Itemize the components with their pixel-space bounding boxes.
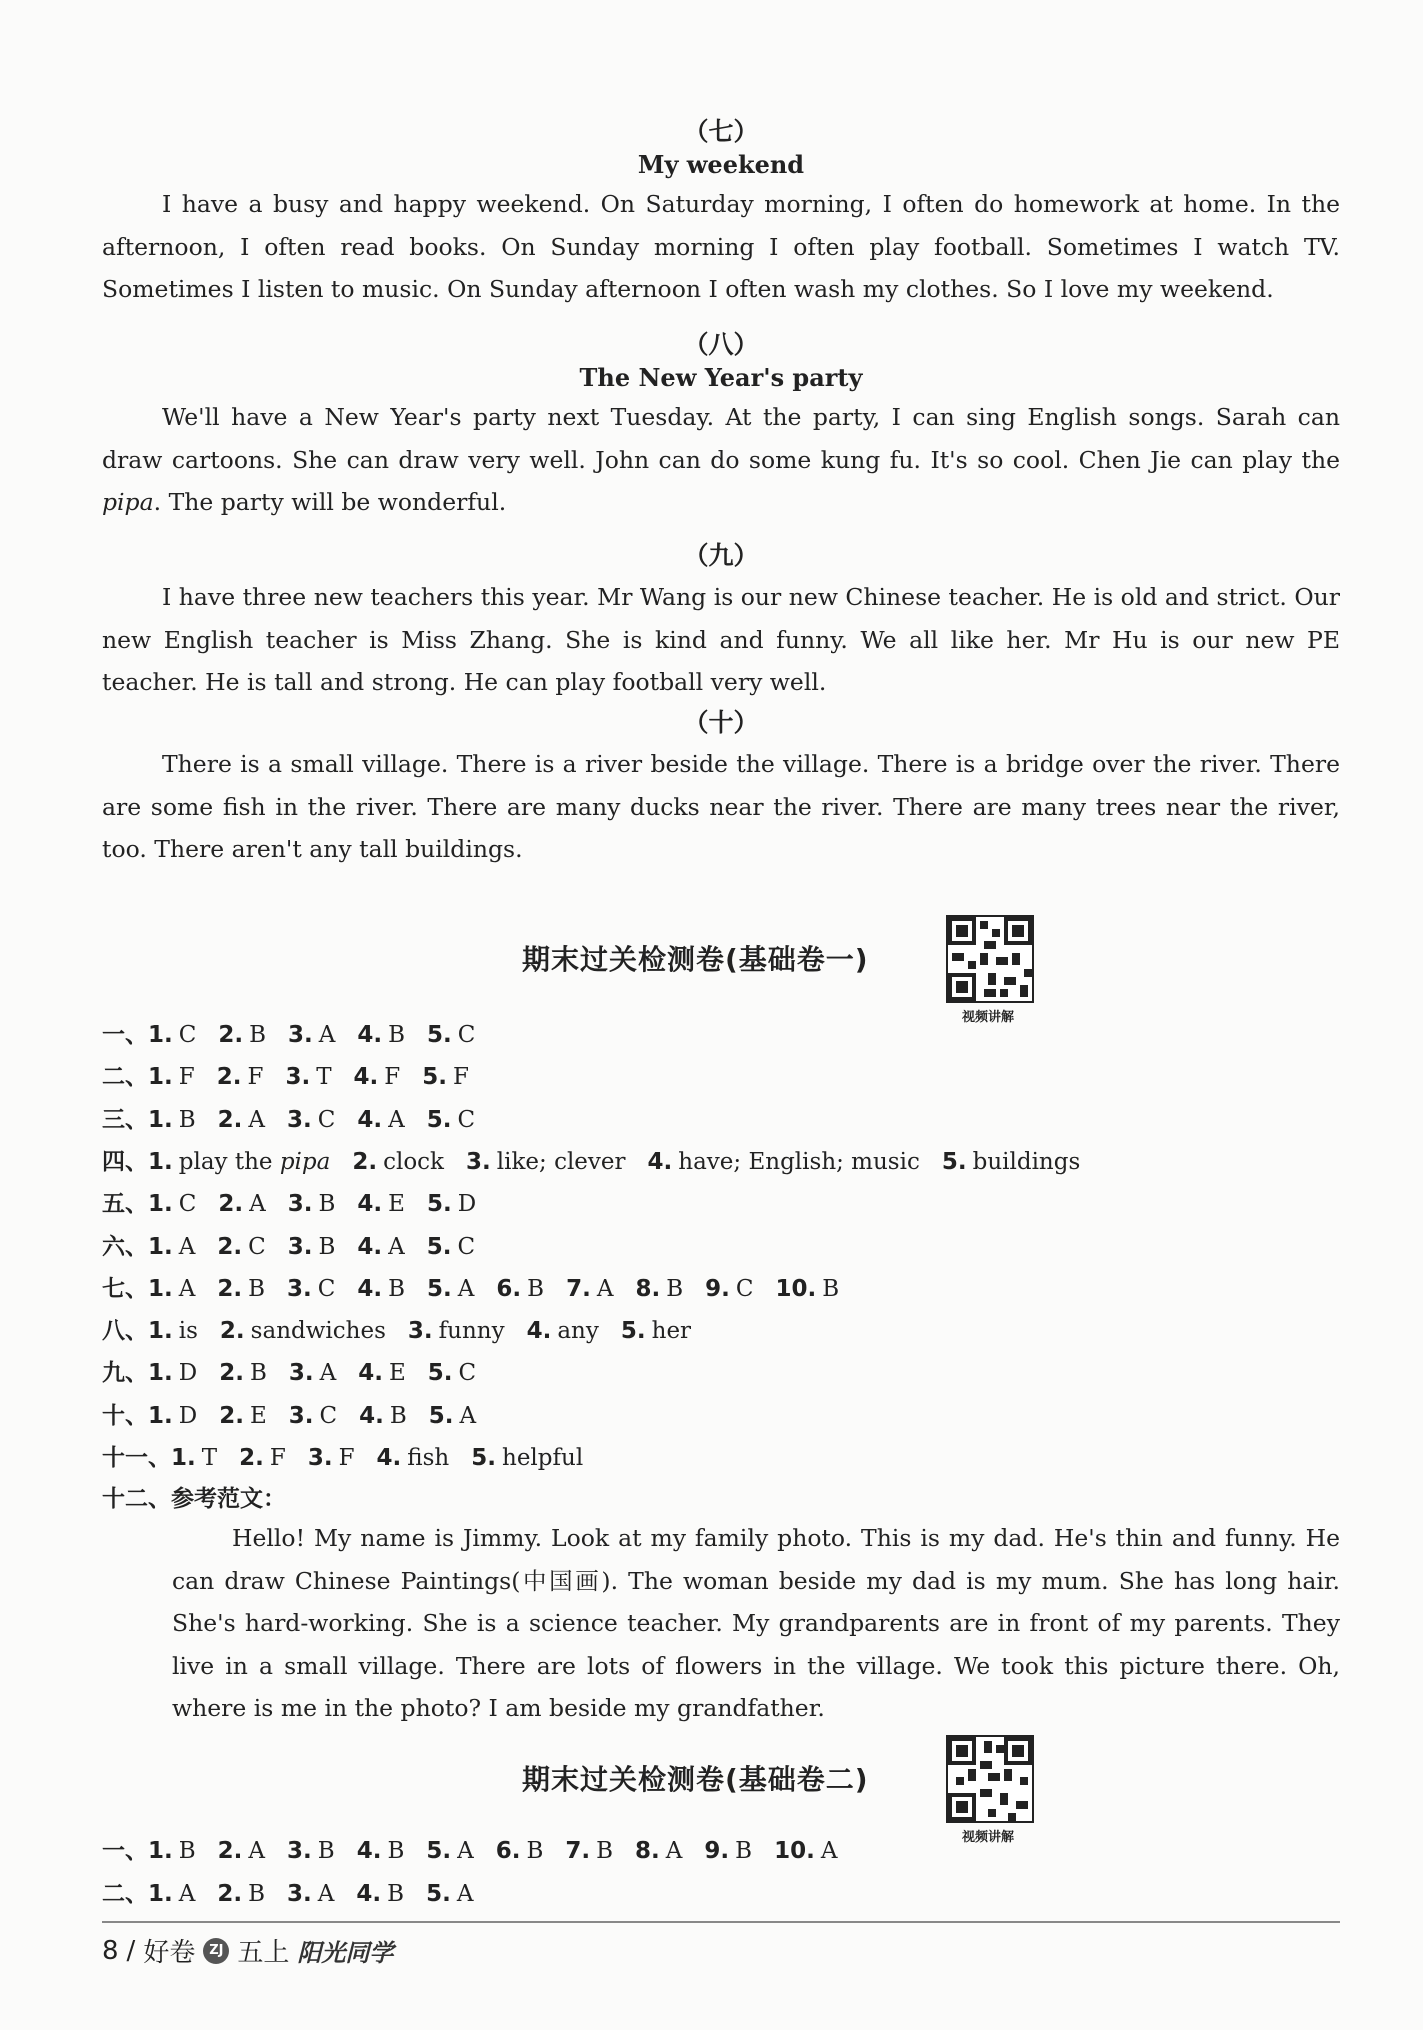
question-number: 5. [426, 1233, 452, 1260]
answer-value: A [248, 1838, 266, 1864]
answer-value: T [316, 1064, 332, 1091]
passage-title: The New Year's party [579, 363, 863, 392]
section-label: 九、 [102, 1360, 148, 1387]
question-number: 8. [635, 1275, 661, 1302]
answer-value: sandwiches [250, 1318, 386, 1345]
page-number: 8 [102, 1935, 119, 1966]
question-number: 2. [217, 1880, 243, 1907]
question-number: 3. [287, 1106, 312, 1133]
question-number: 3. [307, 1445, 333, 1471]
answer-row [102, 1016, 475, 1049]
answer-value: A [388, 1106, 405, 1133]
answer-value: B [248, 1275, 266, 1302]
question-number: 5. [427, 1022, 452, 1048]
question-number: 2. [218, 1022, 244, 1048]
answer-value: A [820, 1838, 838, 1864]
answer-value: B [388, 1275, 406, 1302]
question-number: 2. [217, 1233, 243, 1260]
answer-value: is [178, 1318, 198, 1345]
question-number: 1. [148, 1318, 173, 1345]
answer-value: C [178, 1022, 197, 1048]
answer-value: A [596, 1275, 614, 1302]
question-number: 5. [427, 1360, 453, 1387]
answer-value: B [318, 1233, 336, 1260]
question-number: 4. [357, 1022, 383, 1048]
passage-heading: （八） [683, 330, 759, 359]
question-number: 1. [148, 1191, 173, 1218]
answer-value: E [388, 1191, 405, 1218]
question-number: 1. [148, 1233, 173, 1260]
answer-row [102, 1312, 691, 1345]
question-number: 9. [704, 1838, 730, 1864]
answer-value: like; clever [496, 1148, 626, 1175]
sample-essay: Hello! My name is Jimmy. Look at my family photo. This is my dad. He's thin and funny. He can draw Chinese Paintings(中国画). The woman beside my dad is my mum. She has long hair. She's hard-working. She is a science teacher. My grandparents are in front of my parents. They live in a small village. There are lots of flowers in the village. We took this picture there. Oh, where is me in the photo? I am beside my grandfather. [172, 1524, 1340, 1722]
test1-title: 期末过关检测卷(基础卷一) [522, 943, 869, 976]
question-number: 3. [288, 1360, 314, 1387]
answer-value: B [527, 1275, 545, 1302]
question-number: 4. [357, 1275, 383, 1302]
answer-value: A [457, 1275, 475, 1302]
question-number: 5. [941, 1148, 967, 1175]
edition-badge: ZJ [203, 1938, 229, 1964]
answer-value: B [388, 1022, 406, 1048]
passage-text: I have a busy and happy weekend. On Saturday morning, I often do homework at home. In the afternoon, I often read books. On Sunday morning I often play football. Sometimes I watch TV. Sometimes I listen to music. On Sunday afternoon I often wash my clothes. So I love my weekend. [102, 190, 1340, 303]
question-number: 5. [426, 1838, 452, 1864]
answer-value: B [389, 1402, 407, 1429]
question-number: 1. [148, 1402, 173, 1429]
answer-value: B [387, 1838, 405, 1864]
question-number: 4. [357, 1106, 383, 1133]
answer-value: T [201, 1445, 218, 1471]
answer-value: F [269, 1445, 286, 1471]
answer-row [102, 1101, 475, 1134]
answer-value: A [178, 1275, 196, 1302]
answer-value: B [249, 1360, 267, 1387]
answer-value: her [651, 1318, 692, 1345]
passage-heading: （十） [683, 708, 759, 737]
qr-pattern [948, 1737, 1032, 1821]
answer-row [102, 1397, 476, 1430]
question-number: 4. [526, 1318, 552, 1345]
answer-value: A [456, 1880, 474, 1907]
question-number: 2. [219, 1318, 245, 1345]
question-number: 1. [148, 1022, 173, 1048]
answer-value: B [526, 1838, 544, 1864]
question-number: 5. [471, 1445, 496, 1471]
question-number: 1. [148, 1148, 173, 1175]
question-number: 5. [427, 1275, 452, 1302]
section-label: 三、 [102, 1106, 148, 1133]
answer-value: A [459, 1402, 477, 1429]
answer-value: A [248, 1106, 266, 1133]
qr-code-icon[interactable] [946, 915, 1034, 1003]
question-number: 4. [357, 1191, 383, 1218]
passage-title: My weekend [637, 150, 805, 179]
answer-value: B [178, 1106, 196, 1133]
answer-value: C [317, 1275, 336, 1302]
qr-pattern [948, 917, 1032, 1001]
question-number: 2. [217, 1275, 243, 1302]
answer-value: B [596, 1838, 614, 1864]
answer-value: D [457, 1191, 477, 1218]
question-number: 5. [426, 1191, 452, 1218]
answer-value: A [319, 1360, 337, 1387]
question-number: 5. [426, 1880, 451, 1907]
answer-value: B [317, 1838, 335, 1864]
question-number: 4. [356, 1838, 382, 1864]
passage-text: I have three new teachers this year. Mr Wang is our new Chinese teacher. He is old and strict. Our new English teacher is Miss Zhang. She is kind and funny. We all like her. Mr Hu is our new PE teacher. He is tall and strong. He can play football very well. [102, 583, 1340, 696]
answer-value: D [178, 1360, 198, 1387]
question-number: 3. [287, 1838, 312, 1864]
answer-row [102, 1228, 475, 1261]
answer-value: C [457, 1233, 476, 1260]
answer-value: F [247, 1064, 264, 1091]
answer-row [102, 1143, 1080, 1176]
section-label: 四、 [102, 1148, 148, 1175]
question-number: 4. [353, 1064, 379, 1091]
question-number: 3. [287, 1880, 312, 1907]
question-number: 5. [422, 1064, 447, 1091]
answer-value: A [457, 1838, 474, 1864]
question-number: 2. [218, 1191, 244, 1218]
question-number: 4. [647, 1148, 673, 1175]
answer-value: A [665, 1838, 683, 1864]
section-label: 十一、 [102, 1445, 171, 1471]
question-number: 6. [495, 1838, 521, 1864]
question-number: 3. [287, 1191, 313, 1218]
section-label: 十、 [102, 1402, 148, 1429]
passage-text: We'll have a New Year's party next Tuesday. At the party, I can sing English songs. Sarah can draw cartoons. She can draw very well. John can do some kung fu. It's so cool. Chen Jie can play the pipa. The party will be wonderful. [102, 403, 1340, 516]
section-label: 七、 [102, 1275, 148, 1302]
question-number: 3. [288, 1022, 313, 1048]
answer-value: fish [407, 1445, 450, 1471]
passage-7 [102, 112, 1340, 311]
question-number: 4. [357, 1233, 383, 1260]
section-label: 二、 [102, 1880, 148, 1907]
question-number: 10. [775, 1275, 817, 1302]
answer-row [102, 1185, 476, 1218]
answer-value: F [178, 1064, 195, 1091]
question-number: 5. [428, 1402, 454, 1429]
question-number: 3. [407, 1318, 433, 1345]
answer-row [102, 1354, 476, 1387]
answer-row [102, 1875, 473, 1908]
answer-value: D [178, 1402, 198, 1429]
question-number: 3. [466, 1148, 491, 1175]
question-number: 2. [352, 1148, 378, 1175]
question-number: 3. [285, 1064, 311, 1091]
question-number: 7. [566, 1275, 591, 1302]
grade-label: 五上 [237, 1938, 290, 1968]
passage-10 [102, 703, 1340, 871]
book-name: 好卷 [143, 1938, 196, 1968]
essay-label [102, 1480, 286, 1513]
answer-value: A [249, 1191, 266, 1218]
question-number: 6. [496, 1275, 522, 1302]
question-number: 5. [620, 1318, 646, 1345]
answer-value: B [318, 1191, 336, 1218]
answer-value: E [249, 1402, 267, 1429]
question-number: 1. [148, 1360, 173, 1387]
passage-heading: （七） [683, 117, 759, 146]
answer-value: A [178, 1233, 196, 1260]
answer-row [102, 1058, 469, 1091]
passage-text: There is a small village. There is a river beside the village. There is a bridge over the river. There are some fish in the river. There are many ducks near the river. There are many trees near the river, too. There aren't any tall buildings. [102, 750, 1340, 863]
answer-value: C [317, 1106, 336, 1133]
answer-value: C [735, 1275, 754, 1302]
answer-value: B [248, 1880, 266, 1907]
question-number: 8. [635, 1838, 660, 1864]
answer-value: clock [383, 1148, 444, 1175]
answer-value: have; English; music [678, 1148, 920, 1175]
answer-value: B [822, 1275, 840, 1302]
answer-row [102, 1439, 583, 1472]
footer-separator: / [126, 1935, 136, 1966]
question-number: 3. [287, 1275, 312, 1302]
answer-value: E [388, 1360, 406, 1387]
footer-divider [102, 1921, 1340, 1923]
section-label: 一、 [102, 1838, 148, 1864]
answer-value: any [557, 1318, 599, 1345]
qr-label: 视频讲解 [961, 1010, 1014, 1025]
question-number: 2. [216, 1064, 242, 1091]
answer-value: B [387, 1880, 405, 1907]
question-number: 9. [705, 1275, 730, 1302]
answer-value: F [453, 1064, 469, 1091]
section-label: 二、 [102, 1064, 148, 1091]
question-number: 1. [148, 1275, 173, 1302]
question-number: 4. [359, 1402, 384, 1429]
section-label: 十二、参考范文： [102, 1486, 286, 1512]
answer-value: B [735, 1838, 753, 1864]
qr-code-icon[interactable] [946, 1735, 1034, 1823]
question-number: 3. [288, 1402, 314, 1429]
passage-8 [102, 325, 1340, 524]
passage-heading: （九） [683, 541, 759, 570]
question-number: 2. [217, 1106, 243, 1133]
question-number: 2. [219, 1360, 244, 1387]
question-number: 2. [219, 1402, 244, 1429]
question-number: 3. [287, 1233, 313, 1260]
question-number: 4. [356, 1880, 382, 1907]
answer-value: A [388, 1233, 405, 1260]
answer-value: play the pipa [178, 1148, 331, 1175]
question-number: 4. [358, 1360, 383, 1387]
answer-value: buildings [972, 1148, 1081, 1175]
question-number: 1. [148, 1838, 173, 1864]
answer-value: C [457, 1022, 476, 1048]
question-number: 2. [217, 1838, 243, 1864]
answer-value: C [458, 1360, 477, 1387]
answer-row [102, 1270, 839, 1303]
question-number: 1. [171, 1445, 196, 1471]
question-number: 1. [148, 1064, 173, 1091]
answer-value: F [338, 1445, 355, 1471]
answer-row [102, 1832, 837, 1865]
question-number: 7. [565, 1838, 591, 1864]
section-label: 八、 [102, 1318, 148, 1345]
answer-value: helpful [502, 1445, 584, 1471]
question-number: 2. [239, 1445, 264, 1471]
question-number: 1. [148, 1106, 173, 1133]
question-number: 10. [774, 1838, 815, 1864]
page-footer [102, 1932, 393, 1969]
answer-value: F [384, 1064, 401, 1091]
question-number: 5. [426, 1106, 452, 1133]
answer-value: A [178, 1880, 196, 1907]
answer-value: C [319, 1402, 338, 1429]
answer-value: B [178, 1838, 196, 1864]
passage-9 [102, 536, 1340, 704]
answer-value: A [317, 1880, 335, 1907]
qr-label: 视频讲解 [961, 1830, 1014, 1845]
section-label: 五、 [102, 1191, 148, 1218]
answer-value: C [178, 1191, 197, 1218]
answer-value: funny [438, 1318, 505, 1345]
answer-value: B [249, 1022, 267, 1048]
answer-value: C [248, 1233, 266, 1260]
question-number: 1. [148, 1880, 173, 1907]
test2-title: 期末过关检测卷(基础卷二) [522, 1763, 869, 1796]
question-number: 4. [376, 1445, 402, 1471]
answer-value: A [318, 1022, 336, 1048]
answer-value: B [666, 1275, 684, 1302]
brand-logo: 阳光同学 [297, 1939, 394, 1967]
section-label: 六、 [102, 1233, 148, 1260]
section-label: 一、 [102, 1022, 148, 1048]
answer-value: C [457, 1106, 476, 1133]
